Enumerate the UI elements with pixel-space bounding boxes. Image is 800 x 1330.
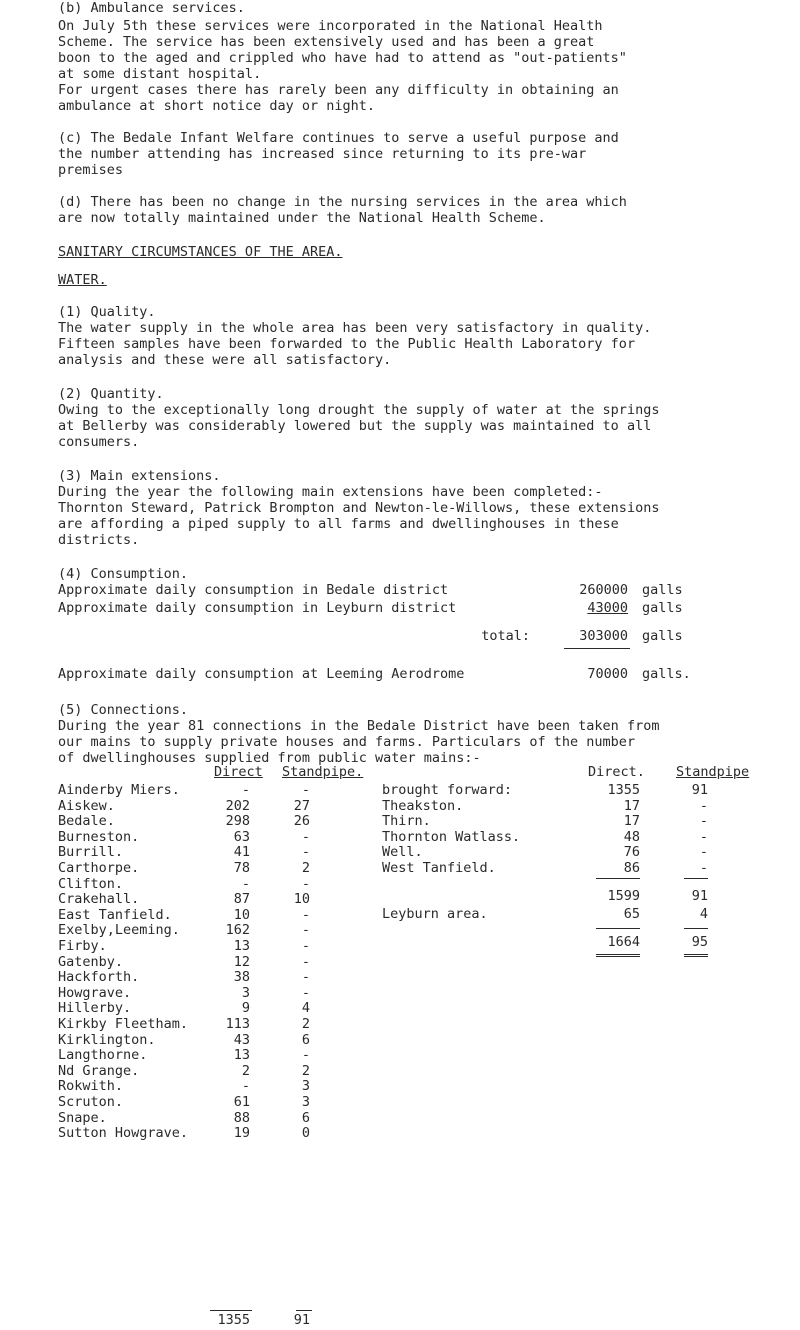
row-place: Bedale. (58, 813, 115, 829)
row-standpipe: 3 (301, 1078, 310, 1094)
row-standpipe: - (699, 860, 708, 876)
grand-total-direct: 1664 (607, 934, 640, 950)
row-place: East Tanfield. (58, 907, 172, 923)
consumption-total-label: total: (481, 628, 530, 644)
row-place: Gatenby. (58, 954, 124, 970)
col-header-direct: Direct (214, 764, 263, 780)
col-header-standpipe-right: Standpipe (676, 764, 750, 780)
row-standpipe: 26 (293, 813, 310, 829)
row-place: Sutton Howgrave. (58, 1125, 189, 1141)
right-subtotal-rule (684, 878, 708, 879)
row-place: Kirklington. (58, 1032, 156, 1048)
consumption-label: Approximate daily consumption in Leyburn district (58, 600, 457, 616)
row-place: Hackforth. (58, 969, 140, 985)
row-standpipe: - (301, 829, 310, 845)
row-standpipe: 0 (301, 1125, 310, 1141)
consumption-unit: galls (642, 582, 683, 598)
row-standpipe: - (301, 876, 310, 892)
paragraph-heading: (5) Connections. (58, 702, 189, 718)
row-standpipe: - (301, 844, 310, 860)
row-place: Scruton. (58, 1094, 124, 1110)
row-direct: 61 (233, 1094, 250, 1110)
paragraph-line: During the year 81 connections in the Bedale District have been taken from (58, 718, 660, 734)
row-direct: 1355 (607, 782, 640, 798)
row-standpipe: - (301, 922, 310, 938)
paragraph-heading: (4) Consumption. (58, 566, 189, 582)
row-direct: 13 (233, 1047, 250, 1063)
row-place: Theakston. (382, 798, 464, 814)
subsection-heading: WATER. (58, 272, 107, 288)
row-direct: 202 (225, 798, 250, 814)
right-total-rule (684, 928, 708, 929)
row-standpipe: 27 (293, 798, 310, 814)
row-direct: 41 (233, 844, 250, 860)
leyburn-place: Leyburn area. (382, 906, 488, 922)
row-direct: 10 (233, 907, 250, 923)
paragraph-line: districts. (58, 532, 140, 548)
paragraph-line: For urgent cases there has rarely been any difficulty in obtaining an (58, 82, 619, 98)
row-standpipe: - (301, 1047, 310, 1063)
row-direct: 12 (233, 954, 250, 970)
paragraph-line: premises (58, 162, 124, 178)
paragraph-line: Owing to the exceptionally long drought the supply of water at the springs (58, 402, 660, 418)
paragraph-line: ambulance at short notice day or night. (58, 98, 375, 114)
row-place: Burrill. (58, 844, 124, 860)
row-place: Thornton Watlass. (382, 829, 521, 845)
leyburn-direct: 65 (623, 906, 640, 922)
grand-total-standpipe: 95 (691, 934, 708, 950)
paragraph-heading: (3) Main extensions. (58, 468, 221, 484)
consumption-total-unit: galls (642, 628, 683, 644)
paragraph-line: of dwellinghouses supplied from public water mains:- (58, 750, 481, 766)
row-direct: 162 (225, 922, 250, 938)
left-total-rule (210, 1310, 252, 1311)
paragraph-line: at Bellerby was considerably lowered but the supply was maintained to all (58, 418, 652, 434)
row-standpipe: - (699, 798, 708, 814)
row-direct: 2 (241, 1063, 250, 1079)
row-standpipe: 6 (301, 1110, 310, 1126)
paragraph-line: Thornton Steward, Patrick Brompton and Newton-le-Willows, these extensions (58, 500, 660, 516)
row-direct: 48 (623, 829, 640, 845)
row-direct: 113 (225, 1016, 250, 1032)
row-standpipe: 2 (301, 1016, 310, 1032)
row-place: Firby. (58, 938, 107, 954)
row-standpipe: - (699, 829, 708, 845)
paragraph-line: at some distant hospital. (58, 66, 262, 82)
row-place: brought forward: (382, 782, 513, 798)
left-total-rule (296, 1310, 312, 1311)
row-standpipe: - (301, 907, 310, 923)
paragraph-line: The water supply in the whole area has been very satisfactory in quality. (58, 320, 652, 336)
right-total-rule (596, 928, 640, 929)
row-standpipe: - (301, 782, 310, 798)
left-total-direct: 1355 (217, 1312, 250, 1328)
paragraph-line: analysis and these were all satisfactory. (58, 352, 392, 368)
row-place: Snape. (58, 1110, 107, 1126)
row-place: Well. (382, 844, 423, 860)
paragraph-line: Scheme. The service has been extensively used and has been a great (58, 34, 595, 50)
leyburn-standpipe: 4 (699, 906, 708, 922)
row-place: Clifton. (58, 876, 124, 892)
aerodrome-value: 70000 (587, 666, 628, 682)
ambulance-heading: (b) Ambulance services. (58, 0, 245, 16)
paragraph-line: boon to the aged and crippled who have had to attend as "out-patients" (58, 50, 627, 66)
row-direct: 298 (225, 813, 250, 829)
paragraph-line: Fifteen samples have been forwarded to the Public Health Laboratory for (58, 336, 636, 352)
row-standpipe: 2 (301, 1063, 310, 1079)
row-place: Nd Grange. (58, 1063, 140, 1079)
row-place: West Tanfield. (382, 860, 496, 876)
row-place: Rokwith. (58, 1078, 124, 1094)
row-place: Thirn. (382, 813, 431, 829)
consumption-value: 260000 (579, 582, 628, 598)
consumption-value: 43000 (587, 600, 628, 616)
row-direct: - (241, 876, 250, 892)
row-direct: 17 (623, 813, 640, 829)
row-standpipe: - (301, 985, 310, 1001)
col-header-direct-right: Direct. (588, 764, 645, 780)
paragraph-heading: (1) Quality. (58, 304, 156, 320)
consumption-unit: galls (642, 600, 683, 616)
paragraph-line: are affording a piped supply to all farms and dwellinghouses in these (58, 516, 619, 532)
paragraph-line: consumers. (58, 434, 140, 450)
row-direct: 3 (241, 985, 250, 1001)
row-standpipe: - (699, 844, 708, 860)
paragraph-line: (d) There has been no change in the nursing services in the area which (58, 194, 627, 210)
row-place: Aiskew. (58, 798, 115, 814)
grand-total-rule (684, 954, 708, 957)
row-place: Langthorne. (58, 1047, 148, 1063)
row-direct: 9 (241, 1000, 250, 1016)
row-direct: 86 (623, 860, 640, 876)
paragraph-line: are now totally maintained under the National Health Scheme. (58, 210, 546, 226)
row-place: Hillerby. (58, 1000, 132, 1016)
row-direct: 88 (233, 1110, 250, 1126)
paragraph-heading: (2) Quantity. (58, 386, 164, 402)
paragraph-line: our mains to supply private houses and farms. Particulars of the number (58, 734, 636, 750)
row-standpipe: - (301, 954, 310, 970)
row-place: Kirkby Fleetham. (58, 1016, 189, 1032)
row-place: Crakehall. (58, 891, 140, 907)
aerodrome-label: Approximate daily consumption at Leeming Aerodrome (58, 666, 465, 682)
row-standpipe: - (301, 938, 310, 954)
row-direct: 17 (623, 798, 640, 814)
right-subtotal-direct: 1599 (607, 888, 640, 904)
row-place: Burneston. (58, 829, 140, 845)
row-direct: 78 (233, 860, 250, 876)
paragraph-line: During the year the following main extensions have been completed:- (58, 484, 603, 500)
row-standpipe: 3 (301, 1094, 310, 1110)
row-standpipe: - (301, 969, 310, 985)
right-subtotal-standpipe: 91 (691, 888, 708, 904)
row-place: Exelby,Leeming. (58, 922, 180, 938)
row-standpipe: 4 (301, 1000, 310, 1016)
paragraph-line: On July 5th these services were incorporated in the National Health (58, 18, 603, 34)
row-place: Carthorpe. (58, 860, 140, 876)
total-rule (564, 648, 630, 649)
consumption-label: Approximate daily consumption in Bedale district (58, 582, 449, 598)
row-standpipe: 91 (691, 782, 708, 798)
col-header-standpipe: Standpipe. (282, 764, 364, 780)
left-total-standpipe: 91 (293, 1312, 310, 1328)
paragraph-line: (c) The Bedale Infant Welfare continues to serve a useful purpose and (58, 130, 619, 146)
row-standpipe: 10 (293, 891, 310, 907)
row-direct: - (241, 782, 250, 798)
row-place: Howgrave. (58, 985, 132, 1001)
row-direct: 43 (233, 1032, 250, 1048)
row-direct: 38 (233, 969, 250, 985)
row-direct: 63 (233, 829, 250, 845)
row-standpipe: 6 (301, 1032, 310, 1048)
section-heading: SANITARY CIRCUMSTANCES OF THE AREA. (58, 244, 343, 260)
consumption-total-value: 303000 (579, 628, 628, 644)
row-direct: - (241, 1078, 250, 1094)
aerodrome-unit: galls. (642, 666, 691, 682)
row-standpipe: 2 (301, 860, 310, 876)
paragraph-line: the number attending has increased since returning to its pre-war (58, 146, 587, 162)
row-direct: 76 (623, 844, 640, 860)
row-place: Ainderby Miers. (58, 782, 180, 798)
row-standpipe: - (699, 813, 708, 829)
row-direct: 13 (233, 938, 250, 954)
row-direct: 19 (233, 1125, 250, 1141)
row-direct: 87 (233, 891, 250, 907)
right-subtotal-rule (596, 878, 640, 879)
grand-total-rule (596, 954, 640, 957)
